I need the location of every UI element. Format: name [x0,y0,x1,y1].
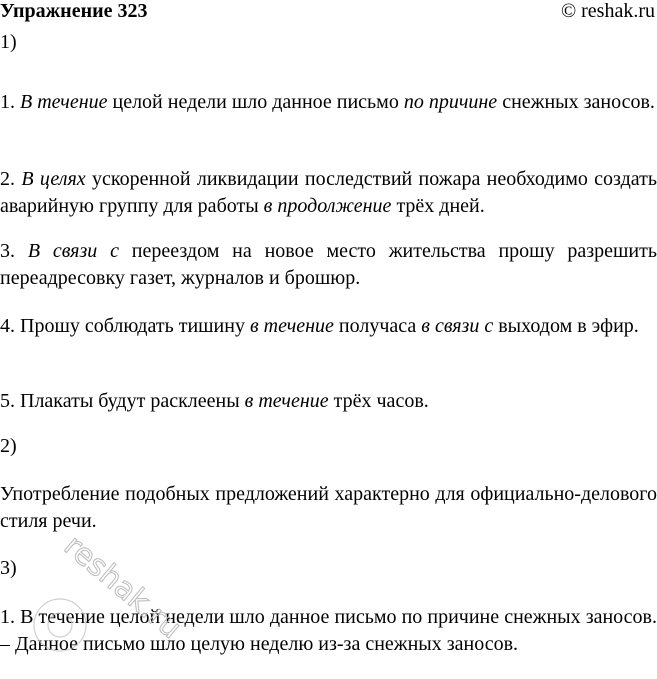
text: 5. Плакаты будут расклеены [0,390,245,412]
section-3-label: 3) [0,557,17,579]
highlight: В целях [21,168,86,190]
svg-text:reshak.ru: reshak.ru [57,528,188,647]
section-1-label: 1) [0,31,17,53]
text: ускоренной ликвидации последствий пожара необходимо создать аварийную группу для работы [0,168,657,217]
site-credit: © reshak.ru [560,0,655,22]
highlight: в продолжение [263,195,392,217]
text: целой недели шло данное письмо [107,91,404,113]
text: 1. [0,91,20,113]
sentence-1 [0,89,657,116]
text: 4. Прошу соблюдать тишину [0,315,250,337]
sentence-4 [0,313,657,340]
text: выходом в эфир. [493,315,639,337]
highlight: по причине [403,91,498,113]
text: 2. [0,168,22,190]
section-2-label: 2) [0,435,17,457]
highlight: В связи с [27,240,119,262]
highlight: в течение [249,315,334,337]
text: получаса [333,315,422,337]
text: снежных заносов. [497,91,655,113]
exercise-title: Упражнение 323 [0,0,148,22]
highlight: в связи с [421,315,494,337]
highlight: В течение [20,91,108,113]
text: трёх часов. [328,390,429,412]
text: переездом на новое место жительства прошу разрешить переадресовку газет, журналов и брошюр. [0,240,657,289]
text: трёх дней. [391,195,485,217]
style-answer: Употребление подобных предложений характерно для официально-делового стиля речи. [0,483,657,532]
rewrite-sentence-1: 1. В течение целой недели шло данное письмо по причине снежных заносов. – Данное письмо шло целую неделю из-за снежных заносов. [0,606,657,655]
highlight: в течение [244,390,329,412]
text: 3. [0,240,28,262]
sentence-2 [0,166,657,220]
sentence-3 [0,238,657,292]
sentence-5 [0,388,657,415]
